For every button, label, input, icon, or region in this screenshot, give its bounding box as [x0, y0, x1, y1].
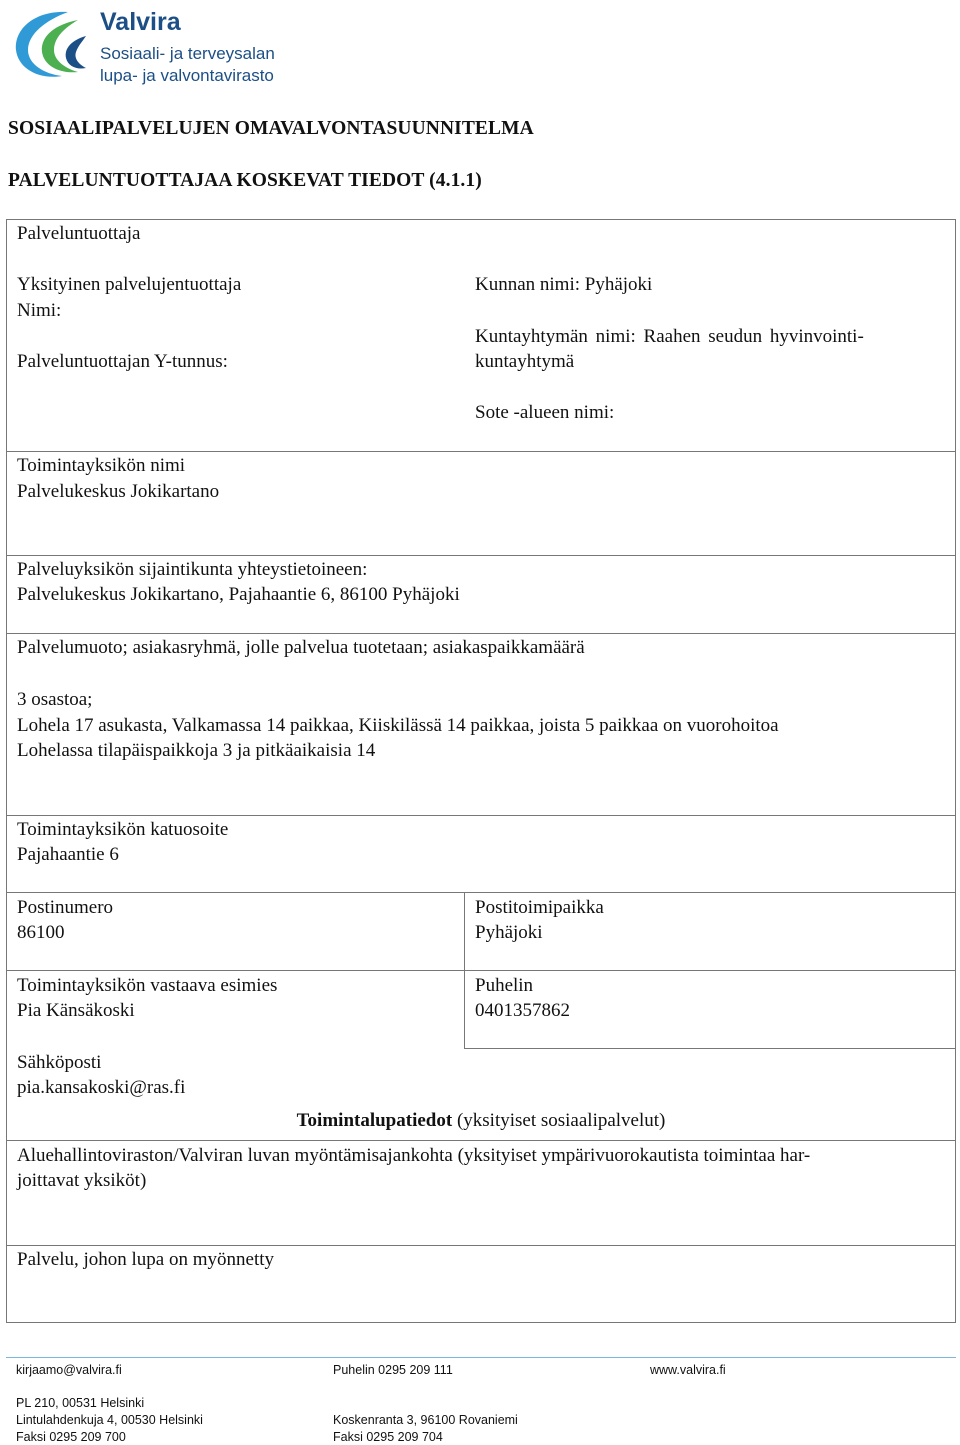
row-divider [6, 633, 956, 634]
footer-rovaniemi-fax: Faksi 0295 209 704 [333, 1430, 443, 1444]
federation-name-line2: kuntayhtymä [475, 351, 575, 372]
private-provider-label: Yksityinen palvelujentuottaja [17, 274, 242, 295]
row-divider [6, 970, 956, 971]
license-heading [6, 1110, 956, 1132]
street-address-value: Pajahaantie 6 [17, 844, 119, 865]
service-form-line2: Lohela 17 asukasta, Valkamassa 14 paikkaa, Kiiskilässä 14 paikkaa, joista 5 paikkaa on vuorohoitoa [17, 715, 779, 736]
row-divider [6, 555, 956, 556]
row-divider [6, 892, 956, 893]
phone-value: 0401357862 [475, 1000, 570, 1021]
license-date-label-line1: Aluehallintoviraston/Valviran luvan myöntämisajankohta (yksityiset ympärivuorokautista toimintaa har- [17, 1145, 811, 1166]
provider-heading: Palveluntuottaja [17, 223, 141, 244]
postal-code-value: 86100 [17, 922, 65, 943]
row-divider [464, 1048, 956, 1049]
logo-subtitle-2: lupa- ja valvontavirasto [100, 66, 274, 85]
federation-name-line1: Kuntayhtymän nimi: Raahen seudun hyvinvointi- [475, 326, 864, 347]
footer-rovaniemi-address: Koskenranta 3, 96100 Rovaniemi [333, 1413, 518, 1427]
footer-phone: Puhelin 0295 209 111 [333, 1363, 453, 1377]
logo-subtitle-1: Sosiaali- ja terveysalan [100, 44, 275, 63]
column-divider [464, 892, 465, 1049]
valvira-logo [8, 6, 308, 86]
manager-label: Toimintayksikön vastaava esimies [17, 975, 278, 996]
manager-value: Pia Känsäkoski [17, 1000, 135, 1021]
phone-label: Puhelin [475, 975, 534, 996]
licensed-service-label: Palvelu, johon lupa on myönnetty [17, 1249, 275, 1270]
row-divider [6, 815, 956, 816]
document-title: SOSIAALIPALVELUJEN OMAVALVONTASUUNNITELMA [8, 118, 534, 139]
sote-area-name: Sote -alueen nimi: [475, 402, 615, 423]
unit-name-value: Palvelukeskus Jokikartano [17, 481, 220, 502]
license-heading-bold: Toimintalupatiedot [296, 1110, 453, 1131]
valvira-emblem-icon [8, 6, 92, 86]
email-label: Sähköposti [17, 1052, 102, 1073]
footer-helsinki-address: Lintulahdenkuja 4, 00530 Helsinki [16, 1413, 203, 1427]
post-office-label: Postitoimipaikka [475, 897, 604, 918]
post-office-value: Pyhäjoki [475, 922, 543, 943]
footer-email: kirjaamo@valvira.fi [16, 1363, 122, 1377]
service-form-line3: Lohelassa tilapäispaikkoja 3 ja pitkäaikaisia 14 [17, 740, 376, 761]
unit-name-label: Toimintayksikön nimi [17, 455, 186, 476]
footer-website: www.valvira.fi [650, 1363, 726, 1377]
municipality-name: Kunnan nimi: Pyhäjoki [475, 274, 653, 295]
provider-ytunnus-label: Palveluntuottajan Y-tunnus: [17, 351, 228, 372]
street-address-label: Toimintayksikön katuosoite [17, 819, 229, 840]
provider-name-label: Nimi: [17, 300, 62, 321]
location-value: Palvelukeskus Jokikartano, Pajahaantie 6, 86100 Pyhäjoki [17, 584, 460, 605]
footer-helsinki-fax: Faksi 0295 209 700 [16, 1430, 126, 1444]
footer-divider [6, 1357, 956, 1358]
row-divider [6, 1140, 956, 1141]
license-date-label-line2: joittavat yksiköt) [17, 1170, 147, 1191]
postal-code-label: Postinumero [17, 897, 114, 918]
row-divider [6, 451, 956, 452]
email-value: pia.kansakoski@ras.fi [17, 1077, 186, 1098]
row-divider [6, 1245, 956, 1246]
location-label: Palveluyksikön sijaintikunta yhteystietoineen: [17, 559, 368, 580]
section-title: PALVELUNTUOTTAJAA KOSKEVAT TIEDOT (4.1.1) [8, 170, 482, 191]
license-heading-rest: (yksityiset sosiaalipalvelut) [452, 1110, 666, 1131]
service-form-line1: 3 osastoa; [17, 689, 93, 710]
logo-name: Valvira [100, 8, 181, 36]
service-form-label: Palvelumuoto; asiakasryhmä, jolle palvelua tuotetaan; asiakaspaikkamäärä [17, 637, 585, 658]
footer-po-box: PL 210, 00531 Helsinki [16, 1396, 145, 1410]
